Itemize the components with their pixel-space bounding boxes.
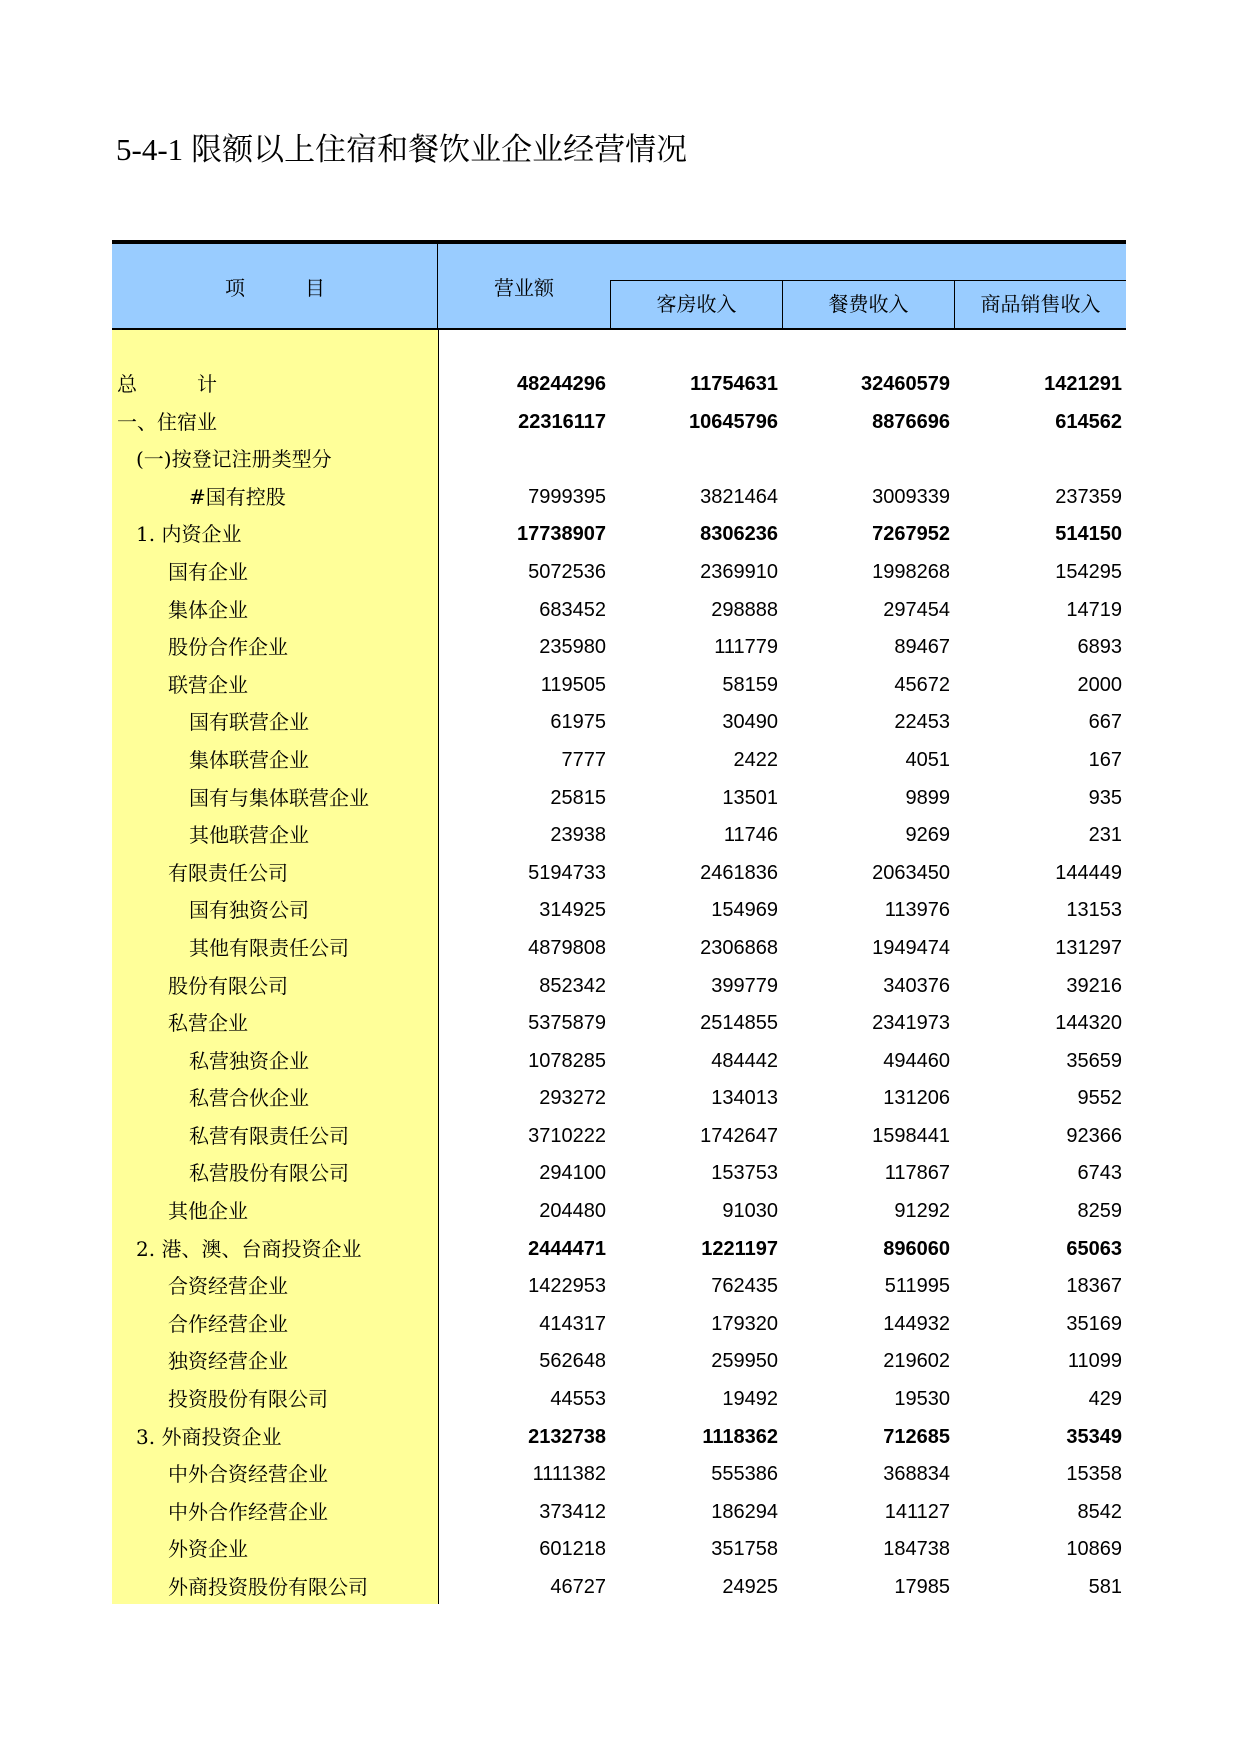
header-revenue-cell [438, 244, 608, 328]
revenue-value: 5072536 [528, 560, 606, 583]
goods-income-value: 514150 [1055, 523, 1122, 546]
food-income-value: 91292 [894, 1200, 950, 1223]
food-income-value: 4051 [905, 748, 950, 771]
revenue-value: 23938 [550, 824, 606, 847]
row-label: 股份有限公司 [168, 973, 288, 998]
room-income-value: 111779 [714, 636, 778, 659]
room-income-value: 30490 [722, 711, 778, 734]
row-label: 其他联营企业 [189, 823, 309, 848]
food-income-value: 19530 [894, 1388, 950, 1411]
room-income-value: 8306236 [700, 523, 778, 546]
food-income-value: 7267952 [872, 523, 950, 546]
row-label: 私营有限责任公司 [189, 1123, 349, 1148]
row-label: 私营股份有限公司 [189, 1161, 349, 1186]
revenue-value: 562648 [539, 1350, 606, 1373]
goods-income-value: 429 [1088, 1388, 1122, 1411]
food-income-value: 494460 [883, 1049, 950, 1072]
goods-income-value: 935 [1088, 786, 1122, 809]
revenue-value: 4879808 [528, 936, 606, 959]
goods-income-value: 92366 [1066, 1124, 1122, 1147]
goods-income-value: 231 [1088, 824, 1122, 847]
room-income-value: 2422 [733, 748, 778, 771]
revenue-value: 852342 [539, 974, 606, 997]
row-label: 国有与集体联营企业 [189, 785, 369, 810]
revenue-value: 683452 [539, 598, 606, 621]
header-room-cell: 客房收入 [610, 281, 782, 328]
row-label: 集体企业 [168, 597, 248, 622]
table-rows [112, 366, 1126, 1607]
room-income-value: 3821464 [700, 485, 778, 508]
revenue-value: 2132738 [528, 1425, 606, 1448]
table-row [112, 1419, 1126, 1457]
row-label: 其他有限责任公司 [189, 935, 349, 960]
revenue-value: 46727 [550, 1576, 606, 1598]
table-title: 限额以上住宿和餐饮业企业经营情况 [191, 132, 688, 168]
room-income-value: 2369910 [700, 560, 778, 583]
row-label: (一)按登记注册类型分 [136, 447, 332, 472]
room-income-value: 134013 [711, 1087, 778, 1110]
table-header [112, 244, 1126, 328]
table-row [112, 1569, 1126, 1607]
table-row [112, 1456, 1126, 1494]
room-income-value: 1742647 [700, 1124, 778, 1147]
table-row [112, 479, 1126, 517]
table-row [112, 404, 1126, 442]
row-label: 总 计 [117, 372, 217, 396]
room-income-value: 298888 [711, 598, 778, 621]
room-income-value: 186294 [711, 1500, 778, 1523]
row-label: 外商投资股份有限公司 [168, 1575, 368, 1599]
row-label: 国有独资公司 [189, 898, 309, 923]
food-income-value: 89467 [894, 636, 950, 659]
food-income-value: 2341973 [872, 1012, 950, 1035]
goods-income-value: 35349 [1066, 1425, 1122, 1448]
header-item-cell [112, 244, 438, 328]
room-income-value: 58159 [722, 673, 778, 696]
food-income-value: 9269 [905, 824, 950, 847]
table-row [112, 1306, 1126, 1344]
food-income-value: 113976 [884, 899, 950, 922]
table-row [112, 1193, 1126, 1231]
table-row [112, 516, 1126, 554]
goods-income-value: 131297 [1055, 936, 1122, 959]
room-income-value: 91030 [722, 1200, 778, 1223]
row-label: 私营合伙企业 [189, 1086, 309, 1111]
table-row [112, 1343, 1126, 1381]
revenue-value: 61975 [550, 711, 606, 734]
row-label: 有限责任公司 [168, 860, 288, 885]
room-income-value: 154969 [711, 899, 778, 922]
food-income-value: 1949474 [872, 936, 950, 959]
goods-income-value: 667 [1088, 711, 1122, 734]
food-income-value: 219602 [883, 1350, 950, 1373]
table-number: 5-4-1 [116, 132, 184, 167]
food-income-value: 8876696 [872, 410, 950, 433]
room-income-value: 19492 [722, 1388, 778, 1411]
table-row [112, 1155, 1126, 1193]
goods-income-value: 15358 [1066, 1463, 1122, 1486]
food-income-value: 17985 [894, 1576, 950, 1598]
goods-income-value: 2000 [1077, 673, 1122, 696]
row-label: 一、住宿业 [117, 409, 217, 434]
row-label: 外资企业 [168, 1537, 248, 1562]
table-row [112, 1080, 1126, 1118]
revenue-value: 2444471 [528, 1237, 606, 1260]
table-row [112, 1005, 1126, 1043]
revenue-value: 1422953 [528, 1275, 606, 1298]
table-row [112, 1043, 1126, 1081]
room-income-value: 2514855 [700, 1012, 778, 1035]
food-income-value: 117867 [884, 1162, 950, 1185]
food-income-value: 511995 [884, 1275, 950, 1298]
table-row [112, 629, 1126, 667]
goods-income-value: 167 [1088, 748, 1122, 771]
food-income-value: 368834 [883, 1463, 950, 1486]
room-income-value: 11754631 [690, 373, 778, 395]
table-row [112, 742, 1126, 780]
revenue-value: 7999395 [528, 485, 606, 508]
room-income-value: 2306868 [700, 936, 778, 959]
table-row [112, 892, 1126, 930]
revenue-value: 5194733 [528, 861, 606, 884]
goods-income-value: 8542 [1077, 1500, 1122, 1523]
goods-income-value: 6743 [1077, 1162, 1122, 1185]
revenue-value: 1078285 [528, 1049, 606, 1072]
room-income-value: 24925 [722, 1576, 778, 1598]
goods-income-value: 581 [1088, 1576, 1122, 1598]
header-food-cell: 餐费收入 [782, 281, 954, 328]
food-income-value: 32460579 [861, 373, 950, 395]
room-income-value: 179320 [711, 1312, 778, 1335]
goods-income-value: 1421291 [1044, 373, 1122, 395]
room-income-value: 11746 [723, 824, 778, 847]
food-income-value: 1998268 [872, 560, 950, 583]
food-income-value: 896060 [883, 1237, 950, 1260]
goods-income-value: 237359 [1055, 485, 1122, 508]
table-row [112, 554, 1126, 592]
food-income-value: 184738 [883, 1538, 950, 1561]
revenue-value: 293272 [539, 1087, 606, 1110]
food-income-value: 297454 [883, 598, 950, 621]
row-label: 1. 内资企业 [136, 522, 242, 547]
revenue-value: 22316117 [518, 410, 606, 433]
table-row [112, 592, 1126, 630]
row-label: 集体联营企业 [189, 747, 309, 772]
row-label: 独资经营企业 [168, 1349, 288, 1374]
row-label: 国有企业 [168, 559, 248, 584]
food-income-value: 9899 [905, 786, 950, 809]
revenue-value: 48244296 [517, 373, 606, 395]
goods-income-value: 8259 [1077, 1200, 1122, 1223]
goods-income-value: 35169 [1066, 1312, 1122, 1335]
revenue-value: 119505 [540, 673, 606, 696]
revenue-value: 25815 [550, 786, 606, 809]
goods-income-value: 6893 [1077, 636, 1122, 659]
row-label: 联营企业 [168, 672, 248, 697]
goods-income-value: 154295 [1055, 560, 1122, 583]
row-label: 中外合资经营企业 [168, 1462, 328, 1487]
table-row [112, 667, 1126, 705]
table-row [112, 1494, 1126, 1532]
table-row [112, 930, 1126, 968]
revenue-value: 1111382 [532, 1463, 606, 1486]
revenue-value: 294100 [539, 1162, 606, 1185]
room-income-value: 351758 [711, 1538, 778, 1561]
room-income-value: 555386 [711, 1463, 778, 1486]
table-row [112, 1231, 1126, 1269]
goods-income-value: 13153 [1066, 899, 1122, 922]
goods-income-value: 35659 [1066, 1049, 1122, 1072]
revenue-value: 204480 [539, 1200, 606, 1223]
goods-income-value: 11099 [1067, 1350, 1122, 1373]
page-title [116, 124, 687, 169]
goods-income-value: 39216 [1066, 974, 1122, 997]
row-label: 2. 港、澳、台商投资企业 [136, 1236, 362, 1261]
revenue-value: 601218 [539, 1538, 606, 1561]
row-label: 中外合作经营企业 [168, 1499, 328, 1524]
revenue-value: 414317 [539, 1312, 606, 1335]
header-item-label: 项 目 [225, 276, 325, 300]
table-row [112, 780, 1126, 818]
row-label: 股份合作企业 [168, 635, 288, 660]
room-income-value: 399779 [711, 974, 778, 997]
room-income-value: 153753 [711, 1162, 778, 1185]
revenue-value: 235980 [539, 636, 606, 659]
room-income-value: 13501 [722, 786, 778, 809]
table-row [112, 1381, 1126, 1419]
room-income-value: 1118362 [702, 1425, 778, 1448]
revenue-value: 373412 [539, 1500, 606, 1523]
room-income-value: 762435 [711, 1275, 778, 1298]
table-body [112, 330, 1126, 1604]
goods-income-value: 144449 [1055, 861, 1122, 884]
table-row [112, 817, 1126, 855]
goods-income-value: 144320 [1055, 1012, 1122, 1035]
row-label: 其他企业 [168, 1199, 248, 1224]
revenue-value: 17738907 [517, 523, 606, 546]
goods-income-value: 65063 [1066, 1237, 1122, 1260]
goods-income-value: 9552 [1077, 1087, 1122, 1110]
goods-income-value: 14719 [1066, 598, 1122, 621]
food-income-value: 3009339 [872, 485, 950, 508]
room-income-value: 484442 [711, 1049, 778, 1072]
food-income-value: 1598441 [872, 1124, 950, 1147]
food-income-value: 131206 [883, 1087, 950, 1110]
row-label: 国有联营企业 [189, 710, 309, 735]
table-row [112, 1531, 1126, 1569]
row-label: #国有控股 [189, 484, 286, 509]
table-row [112, 1268, 1126, 1306]
goods-income-value: 18367 [1066, 1275, 1122, 1298]
row-label: 私营独资企业 [189, 1048, 309, 1073]
table-row [112, 441, 1126, 479]
room-income-value: 10645796 [689, 410, 778, 433]
table-row [112, 1118, 1126, 1156]
room-income-value: 2461836 [700, 861, 778, 884]
revenue-value: 5375879 [528, 1012, 606, 1035]
goods-income-value: 10869 [1066, 1538, 1122, 1561]
row-label: 合作经营企业 [168, 1311, 288, 1336]
row-label: 合资经营企业 [168, 1274, 288, 1299]
header-revenue-label: 营业额 [494, 276, 554, 300]
table-row [112, 968, 1126, 1006]
revenue-value: 3710222 [528, 1124, 606, 1147]
revenue-value: 7777 [561, 748, 606, 771]
food-income-value: 712685 [883, 1425, 950, 1448]
room-income-value: 1221197 [701, 1237, 778, 1260]
header-goods-cell: 商品销售收入 [954, 281, 1126, 328]
row-label: 3. 外商投资企业 [136, 1424, 282, 1449]
table-row [112, 855, 1126, 893]
food-income-value: 2063450 [872, 861, 950, 884]
row-label: 投资股份有限公司 [168, 1387, 328, 1412]
room-income-value: 259950 [711, 1350, 778, 1373]
table-row [112, 366, 1126, 404]
goods-income-value: 614562 [1055, 410, 1122, 433]
food-income-value: 22453 [894, 711, 950, 734]
food-income-value: 340376 [883, 974, 950, 997]
table-row [112, 704, 1126, 742]
food-income-value: 144932 [883, 1312, 950, 1335]
food-income-value: 45672 [894, 673, 950, 696]
food-income-value: 141127 [884, 1500, 950, 1523]
revenue-value: 44553 [550, 1388, 606, 1411]
revenue-value: 314925 [539, 899, 606, 922]
row-label: 私营企业 [168, 1011, 248, 1036]
